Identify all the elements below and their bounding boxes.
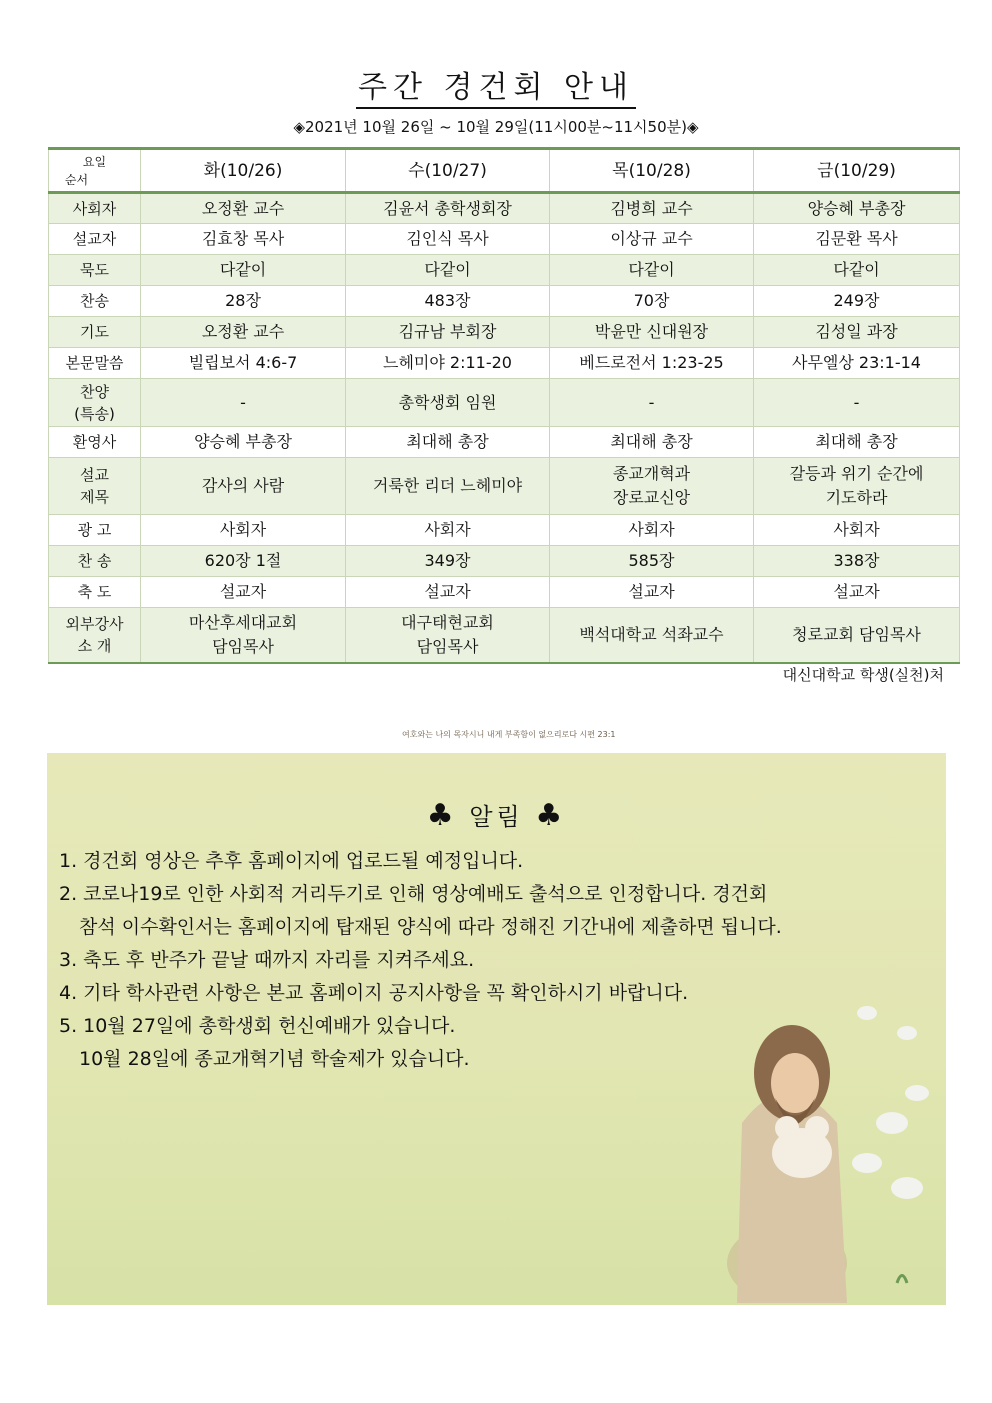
cell-text: 김윤서 총학생회장 [383,198,512,218]
cell-text: 대구태현교회 [401,612,494,632]
table-cell [141,224,346,255]
row-label-text: 외부강사 [65,614,124,633]
table-cell [550,255,754,286]
cell-text: 다같이 [424,260,471,279]
cell-text: 김인식 목사 [406,229,489,248]
table-cell [754,608,960,663]
notice-item [59,878,939,944]
table-cell [141,427,346,458]
table-row [49,286,960,317]
row-label [49,515,141,546]
table-row [49,546,960,577]
day-header: 목(10/28) [550,149,754,193]
cell-text: 김문환 목사 [815,229,898,248]
table-cell [754,379,960,427]
notice-text: 3. 축도 후 반주가 끝날 때까지 자리를 지켜주세요. [59,949,475,971]
cell-text: 사무엘상 23:1-14 [792,353,921,372]
table-cell [550,608,754,663]
cell-text: 다같이 [219,260,267,279]
cell-text: 오정환 교수 [201,198,285,218]
notice-item [59,845,939,878]
table-cell [346,458,550,515]
notice-item [59,944,939,977]
table-cell [550,458,754,515]
row-label [49,286,141,317]
table-cell [550,224,754,255]
table-row [49,577,960,608]
row-label-text: 축 도 [77,583,112,601]
cell-text: 설교자 [628,582,675,601]
table-cell [141,546,346,577]
row-label [49,193,141,224]
table-cell [754,224,960,255]
table-row [49,255,960,286]
table-cell [346,193,550,224]
table-cell [346,546,550,577]
date-range: ◈2021년 10월 26일 ~ 10월 29일(11시00분~11시50분)◈ [293,118,699,136]
table-cell [754,427,960,458]
row-label-text: 설교자 [72,230,117,248]
cell-text: 사회자 [424,520,471,539]
corner-cell: 요일 순서 [49,149,141,193]
cell-text: 박윤만 신대원장 [594,322,709,341]
notice-box [47,753,946,1305]
table-cell [550,427,754,458]
cell-text: 종교개혁과 [612,464,691,483]
row-label [49,427,141,458]
table-row [49,515,960,546]
cell-text: 설교자 [424,582,471,601]
cell-text: 오정환 교수 [201,322,285,341]
cell-text: 김병희 교수 [610,198,693,218]
cell-text: 585장 [628,551,675,570]
day-header: 화(10/26) [141,149,346,193]
table-cell [754,515,960,546]
row-label-text: (특송) [74,404,115,423]
cell-text: 느헤미야 2:11-20 [383,353,512,372]
table-row [49,458,960,515]
table-row [49,348,960,379]
table-cell [346,379,550,427]
table-row [49,608,960,663]
row-label-text: 소 개 [77,636,112,655]
table-cell [141,255,346,286]
table-cell [550,577,754,608]
cell-text: 설교자 [833,582,880,601]
day-header: 금(10/29) [754,149,960,193]
cell-text: 청로교회 담임목사 [792,624,921,644]
cell-text: 사회자 [219,520,267,539]
table-cell [141,193,346,224]
issuer: 대신대학교 학생(실천)처 [782,666,944,684]
cell-text: 김효창 목사 [201,229,285,248]
club-suit-icon: ♣ [535,798,567,833]
table-cell [141,458,346,515]
cell-text: 최대해 총장 [815,432,898,451]
cell-text: 70장 [633,291,670,310]
row-label [49,379,141,427]
page-title: 주간 경건회 안내 [0,62,992,106]
cell-text: 620장 1절 [204,551,282,570]
table-cell [550,193,754,224]
notice-text: 참석 이수확인서는 홈페이지에 탑재된 양식에 따라 정해진 기간내에 제출하면 됩니다. [79,916,782,938]
table-cell [346,608,550,663]
row-label-text: 사회자 [72,199,117,218]
cell-text: 338장 [833,551,880,570]
table-cell [550,348,754,379]
table-cell [754,348,960,379]
row-label [49,224,141,255]
notice-title: ♣ 알림 ♣ [426,798,567,833]
cell-text: 다같이 [628,260,675,279]
table-cell [346,224,550,255]
row-label [49,577,141,608]
cell-text: 베드로전서 1:23-25 [579,353,724,372]
table-cell [346,286,550,317]
table-cell [346,577,550,608]
row-label-text: 기도 [80,323,109,341]
table-cell [141,286,346,317]
notice-text: 2. 코로나19로 인한 사회적 거리두기로 인해 영상예배도 출석으로 인정합니다. 경건회 [59,883,768,905]
cell-text: 총학생회 임원 [398,392,497,412]
table-row [49,427,960,458]
cell-text: - [240,392,246,412]
table-row [49,224,960,255]
cell-text: 김규남 부회장 [398,322,497,341]
table-cell [754,255,960,286]
day-header: 수(10/27) [346,149,550,193]
notice-text: 10월 28일에 종교개혁기념 학술제가 있습니다. [79,1048,470,1070]
cell-text: 장로교신앙 [612,488,691,507]
table-cell [141,515,346,546]
shepherd-illustration [717,1003,942,1303]
row-label [49,546,141,577]
bible-verse: 여호와는 나의 목자시니 내게 부족함이 없으리로다 시편 23:1 [402,730,616,739]
cell-text: 사회자 [833,520,880,539]
table-row [49,317,960,348]
cell-text: 빌립보서 4:6-7 [188,353,298,372]
table-cell [141,348,346,379]
row-label-text: 환영사 [72,433,117,451]
table-cell [754,546,960,577]
cell-text: 다같이 [833,260,880,279]
table-cell [754,577,960,608]
table-cell [346,515,550,546]
cell-text: 갈등과 위기 순간에 [789,464,924,483]
cell-text: 백석대학교 석좌교수 [579,624,724,644]
cell-text: - [648,392,655,412]
club-suit-icon: ♣ [426,798,458,833]
table-cell [141,379,346,427]
table-cell [550,286,754,317]
table-row [49,193,960,224]
table-cell [754,193,960,224]
notice-text: 5. 10월 27일에 총학생회 헌신예배가 있습니다. [59,1015,456,1037]
table-row [49,379,960,427]
row-label-text: 찬양 [80,382,109,401]
cell-text: 483장 [424,291,471,310]
table-cell [141,577,346,608]
cell-text: 담임목사 [416,636,479,656]
cell-text: 거룩한 리더 느헤미야 [372,476,523,495]
row-label [49,317,141,348]
table-cell [346,317,550,348]
cell-text: 양승혜 부총장 [194,432,292,451]
cell-text: 설교자 [219,582,267,601]
cell-text: 249장 [833,291,880,310]
row-label-text: 찬 송 [77,552,112,570]
cell-text: 최대해 총장 [406,432,489,451]
table-cell [346,348,550,379]
table-cell [346,255,550,286]
cell-text: 담임목사 [212,636,274,656]
schedule-table [48,147,960,664]
table-cell [754,286,960,317]
row-label [49,348,141,379]
row-label-text: 설교 [80,466,109,484]
cell-text: 마산후세대교회 [188,612,298,632]
row-label-text: 제목 [80,488,109,506]
row-label-text: 본문말씀 [65,354,124,372]
table-cell [754,317,960,348]
cell-text: 사회자 [628,520,675,539]
table-cell [141,317,346,348]
table-cell [346,427,550,458]
table-cell [141,608,346,663]
cell-text: 감사의 사람 [201,476,285,495]
table-cell [550,515,754,546]
table-cell [550,317,754,348]
cell-text: 김성일 과장 [815,322,898,341]
row-label-text: 묵도 [80,261,109,279]
row-label [49,608,141,663]
cell-text: 양승혜 부총장 [807,198,906,218]
cell-text: 이상규 교수 [610,229,693,248]
row-label [49,458,141,515]
table-cell [550,379,754,427]
notice-text: 1. 경건회 영상은 추후 홈페이지에 업로드될 예정입니다. [59,850,524,872]
cell-text: 28장 [225,291,261,310]
cell-text: 기도하라 [825,488,888,507]
row-label-text: 찬송 [80,292,109,310]
row-label-text: 광 고 [77,521,112,539]
table-cell [550,546,754,577]
table-cell [754,458,960,515]
cell-text: 349장 [424,551,471,570]
cell-text: - [853,392,860,412]
cell-text: 최대해 총장 [610,432,693,451]
row-label [49,255,141,286]
notice-text: 4. 기타 학사관련 사항은 본교 홈페이지 공지사항을 꼭 확인하시기 바랍니다. [59,982,689,1004]
